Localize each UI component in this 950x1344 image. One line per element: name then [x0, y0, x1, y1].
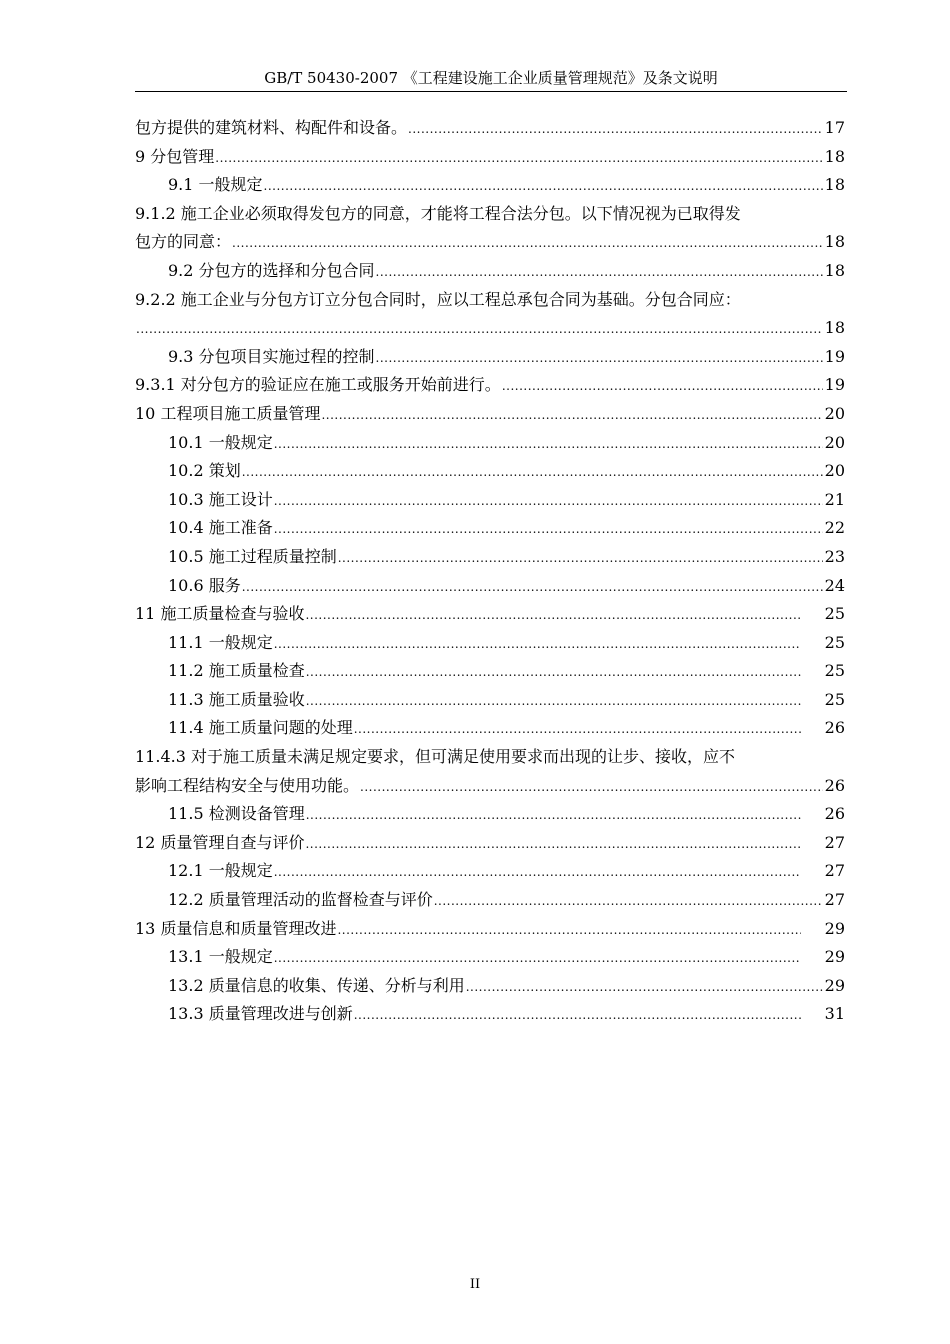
toc-entry[interactable] [135, 286, 845, 315]
toc-entry-row [135, 629, 845, 658]
toc-entry-title: 10.1 一般规定 [168, 432, 273, 452]
toc-entry[interactable] [135, 800, 845, 829]
toc-entry[interactable] [135, 686, 845, 715]
toc-entry[interactable] [135, 972, 845, 1001]
toc-dot-leader [306, 658, 801, 687]
toc-entry-title: 10.5 施工过程质量控制 [168, 546, 337, 566]
toc-entry-page: 20 [824, 403, 845, 423]
toc-entry-row [135, 714, 845, 743]
toc-dot-leader [466, 973, 823, 1002]
toc-dot-leader [306, 687, 801, 716]
toc-entry-row [135, 429, 845, 458]
toc-dot-leader [274, 430, 823, 459]
toc-entry[interactable] [135, 343, 845, 372]
toc-entry-row [135, 915, 845, 944]
toc-dot-leader [274, 944, 801, 973]
toc-dot-leader [305, 601, 801, 630]
toc-entry[interactable] [135, 457, 845, 486]
toc-entry-page: 26 [824, 775, 845, 795]
toc-dot-leader [360, 773, 823, 802]
toc-entry-row [135, 200, 845, 229]
toc-entry-page: 18 [824, 318, 845, 338]
toc-entry[interactable] [135, 171, 845, 200]
toc-entry-page: 19 [824, 375, 845, 395]
toc-entry-title: 11.1 一般规定 [168, 632, 273, 652]
toc-entry-title: 11.4.3 对于施工质量未满足规定要求，但可满足使用要求而出现的让步、接收，应不 [135, 747, 735, 767]
toc-entry[interactable] [135, 114, 845, 143]
toc-entry-title: 13.3 质量管理改进与创新 [168, 1004, 353, 1024]
table-of-contents [135, 114, 845, 1029]
toc-entry-title: 10.6 服务 [168, 575, 241, 595]
toc-entry-page: 19 [824, 346, 845, 366]
toc-entry[interactable] [135, 943, 845, 972]
toc-entry-page: 21 [824, 489, 845, 509]
toc-dot-leader [434, 887, 823, 916]
toc-entry-page: 25 [824, 604, 845, 624]
toc-dot-leader [306, 801, 801, 830]
toc-dot-leader [274, 515, 823, 544]
toc-entry[interactable] [135, 600, 845, 629]
toc-entry-row [135, 143, 845, 172]
toc-entry-title: 9.3 分包项目实施过程的控制 [168, 346, 375, 366]
running-header: GB/T 50430-2007 《工程建设施工企业质量管理规范》及条文说明 [264, 69, 718, 87]
toc-entry-title: 9.2.2 施工企业与分包方订立分包合同时，应以工程总承包合同为基础。分包合同应： [135, 289, 741, 309]
toc-entry-row [135, 1000, 845, 1029]
toc-entry-row [135, 686, 845, 715]
toc-entry-title: 10 工程项目施工质量管理 [135, 403, 321, 423]
toc-entry-page: 29 [824, 918, 845, 938]
toc-entry-title: 11.4 施工质量问题的处理 [168, 718, 353, 738]
toc-entry-row [135, 486, 845, 515]
toc-entry[interactable] [135, 543, 845, 572]
toc-dot-leader [338, 544, 823, 573]
toc-dot-leader [337, 916, 801, 945]
toc-entry-title: 9.1.2 施工企业必须取得发包方的同意，才能将工程合法分包。以下情况视为已取得发 [135, 203, 741, 223]
toc-dot-leader [242, 573, 823, 602]
toc-entry-title: 9.3.1 对分包方的验证应在施工或服务开始前进行。 [135, 375, 501, 395]
toc-entry-title: 10.2 策划 [168, 461, 241, 481]
toc-entry-row [135, 371, 845, 400]
toc-entry-row [135, 800, 845, 829]
toc-entry[interactable] [135, 200, 845, 229]
toc-entry-page: 20 [824, 461, 845, 481]
toc-entry[interactable] [135, 886, 845, 915]
toc-entry-page: 18 [824, 175, 845, 195]
toc-entry-title: 12.1 一般规定 [168, 861, 273, 881]
toc-entry-title: 影响工程结构安全与使用功能。 [135, 775, 360, 795]
toc-dot-leader [408, 115, 823, 144]
toc-entry[interactable] [135, 514, 845, 543]
toc-entry[interactable] [135, 857, 845, 886]
toc-entry[interactable] [135, 572, 845, 601]
toc-entry-page: 29 [824, 947, 845, 967]
toc-entry-row [135, 572, 845, 601]
toc-entry-row [135, 857, 845, 886]
toc-entry[interactable] [135, 486, 845, 515]
toc-entry-page: 18 [824, 146, 845, 166]
toc-entry-page: 27 [824, 832, 845, 852]
toc-entry-title: 13.1 一般规定 [168, 947, 273, 967]
toc-entry-page: 26 [824, 718, 845, 738]
toc-entry[interactable] [135, 657, 845, 686]
toc-entry[interactable] [135, 143, 845, 172]
toc-dot-leader [264, 172, 823, 201]
toc-entry-row [135, 943, 845, 972]
toc-entry-page: 24 [824, 575, 845, 595]
toc-entry[interactable] [135, 257, 845, 286]
toc-entry-title: 13 质量信息和质量管理改进 [135, 918, 337, 938]
toc-entry[interactable] [135, 743, 845, 772]
toc-dot-leader [215, 144, 822, 173]
toc-entry-row [135, 829, 845, 858]
toc-dot-leader [305, 830, 801, 859]
toc-dot-leader [242, 458, 823, 487]
page-number: II [469, 1277, 481, 1292]
toc-entry-page: 22 [824, 518, 845, 538]
toc-entry-row [135, 972, 845, 1001]
toc-entry[interactable] [135, 400, 845, 429]
toc-entry-page: 20 [824, 432, 845, 452]
toc-entry-page: 31 [824, 1004, 845, 1024]
toc-entry-page: 29 [824, 975, 845, 995]
toc-entry[interactable] [135, 371, 845, 400]
toc-dot-leader [321, 401, 822, 430]
toc-entry-page: 18 [824, 232, 845, 252]
toc-entry-title: 11 施工质量检查与验收 [135, 604, 305, 624]
toc-entry-row [135, 457, 845, 486]
toc-entry-title: 12.2 质量管理活动的监督检查与评价 [168, 890, 433, 910]
toc-dot-leader [232, 229, 823, 258]
toc-dot-leader [274, 858, 801, 887]
toc-entry[interactable] [135, 714, 845, 743]
toc-entry-row [135, 171, 845, 200]
toc-entry-row [135, 657, 845, 686]
toc-entry[interactable] [135, 629, 845, 658]
header-rule [135, 91, 847, 92]
toc-entry-page: 26 [824, 804, 845, 824]
toc-dot-leader [354, 715, 801, 744]
toc-entry-row [135, 286, 845, 315]
toc-entry-row [135, 257, 845, 286]
toc-entry-row [135, 228, 845, 257]
toc-entry-page: 27 [824, 890, 845, 910]
toc-dot-leader [136, 315, 823, 344]
toc-entry[interactable] [135, 829, 845, 858]
toc-entry-page: 25 [824, 689, 845, 709]
toc-entry-title: 11.5 检测设备管理 [168, 804, 305, 824]
toc-entry-row [135, 600, 845, 629]
toc-entry-page: 17 [824, 118, 845, 137]
toc-entry[interactable] [135, 314, 845, 343]
toc-entry-row [135, 343, 845, 372]
toc-entry-row [135, 400, 845, 429]
toc-entry[interactable] [135, 429, 845, 458]
toc-entry-row [135, 543, 845, 572]
toc-entry-page: 25 [824, 661, 845, 681]
toc-entry-title: 包方提供的建筑材料、构配件和设备。 [135, 118, 408, 137]
toc-entry-title: 9.2 分包方的选择和分包合同 [168, 260, 375, 280]
toc-entry-title: 11.2 施工质量检查 [168, 661, 305, 681]
toc-entry[interactable] [135, 1000, 845, 1029]
toc-entry[interactable] [135, 228, 845, 257]
toc-entry-row [135, 886, 845, 915]
toc-entry-title: 13.2 质量信息的收集、传递、分析与利用 [168, 975, 465, 995]
toc-entry-title: 9 分包管理 [135, 146, 215, 166]
toc-entry-row [135, 772, 845, 801]
toc-entry-title: 12 质量管理自查与评价 [135, 832, 305, 852]
toc-dot-leader [376, 258, 823, 287]
toc-entry-title: 10.4 施工准备 [168, 518, 273, 538]
toc-entry-page: 27 [824, 861, 845, 881]
toc-dot-leader [376, 344, 823, 373]
toc-entry-title: 9.1 一般规定 [168, 175, 263, 195]
toc-entry[interactable] [135, 915, 845, 944]
toc-entry-row [135, 114, 845, 143]
toc-entry-title: 包方的同意： [135, 232, 232, 252]
toc-entry-row [135, 514, 845, 543]
toc-entry-row [135, 314, 845, 343]
toc-entry-page: 18 [824, 260, 845, 280]
toc-entry-row [135, 743, 845, 772]
toc-entry-title: 10.3 施工设计 [168, 489, 273, 509]
toc-entry-page: 25 [824, 632, 845, 652]
toc-dot-leader [274, 487, 823, 516]
toc-entry[interactable] [135, 772, 845, 801]
toc-entry-title: 11.3 施工质量验收 [168, 689, 305, 709]
toc-dot-leader [274, 630, 801, 659]
toc-dot-leader [354, 1001, 801, 1030]
toc-entry-page: 23 [824, 546, 845, 566]
toc-dot-leader [502, 372, 823, 401]
